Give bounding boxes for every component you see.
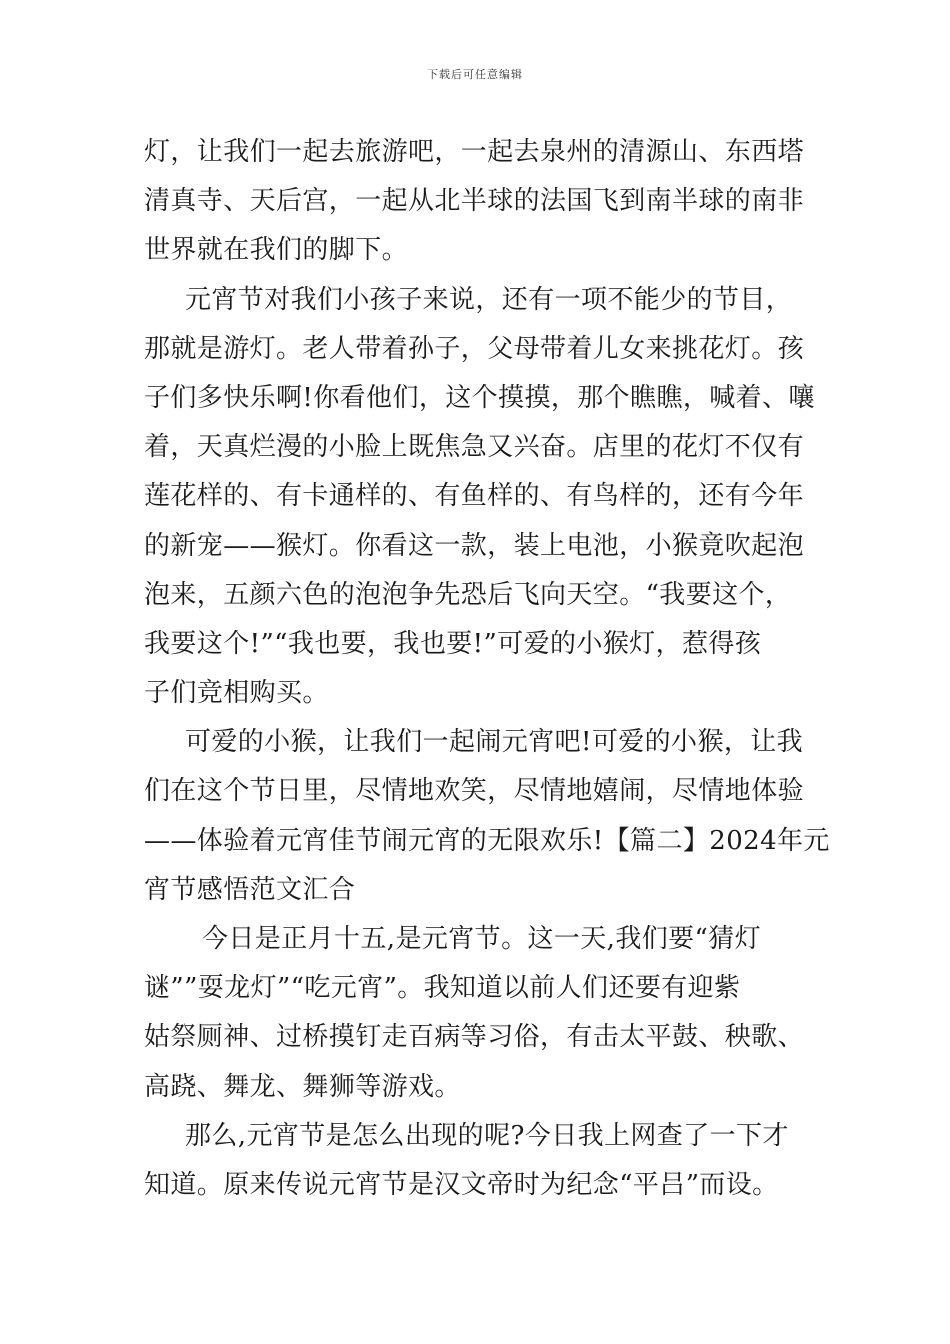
text-line: 姑祭厕神、过桥摸钉走百病等习俗，有击太平鼓、秧歌、: [144, 1022, 805, 1053]
paragraph-4: [144, 915, 808, 1112]
text-line: 子们竞相购买。: [144, 678, 329, 709]
text-line: 灯，让我们一起去旅游吧，一起去泉州的清源山、东西塔: [144, 137, 805, 167]
text-line: 泡来，五颜六色的泡泡争先恐后飞向天空。“我要这个，: [144, 579, 792, 610]
text-line: 子们多快乐啊!你看他们，这个摸摸，那个瞧瞧，喊着、嚷: [144, 382, 815, 413]
text-line: 宵节感悟范文汇合: [144, 874, 356, 905]
text-line: 的新宠——猴灯。你看这一款，装上电池，小猴竟吹起泡: [144, 530, 805, 561]
text-line: 今日是正月十五,是元宵节。这一天,我们要“猜灯: [202, 924, 762, 954]
text-line: 可爱的小猴，让我们一起闹元宵吧!可爱的小猴，让我: [185, 727, 804, 758]
text-line: 谜””耍龙灯”“吃元宵”。我知道以前人们还要有迎紫: [144, 973, 741, 1004]
text-line: ——体验着元宵佳节闹元宵的无限欢乐!【篇二】2024年元: [144, 825, 830, 856]
text-line: 那就是游灯。老人带着孙子，父母带着儿女来挑花灯。孩: [144, 333, 805, 364]
text-line: 知道。原来传说元宵节是汉文帝时为纪念“平吕”而设。: [144, 1169, 779, 1200]
paragraph-5: [144, 1112, 808, 1210]
paragraph-2: [144, 276, 815, 719]
text-line: 着，天真烂漫的小脸上既焦急又兴奋。店里的花灯不仅有: [144, 432, 805, 463]
text-line: 高跷、舞龙、舞狮等游戏。: [144, 1071, 461, 1102]
text-line: 世界就在我们的脚下。: [144, 235, 409, 266]
text-line: 莲花样的、有卡通样的、有鱼样的、有鸟样的，还有今年: [144, 481, 805, 512]
text-line: 元宵节对我们小孩子来说，还有一项不能少的节目，: [185, 284, 793, 315]
document-body: [144, 128, 830, 1210]
paragraph-1: [144, 128, 808, 276]
paragraph-3: [144, 718, 830, 915]
text-line: 们在这个节日里，尽情地欢笑，尽情地嬉闹，尽情地体验: [144, 776, 805, 807]
text-line: 清真寺、天后宫，一起从北半球的法国飞到南半球的南非: [144, 186, 805, 217]
page-header: 下载后可任意编辑: [427, 68, 523, 81]
text-line: 那么,元宵节是怎么出现的呢?今日我上网查了一下才: [185, 1120, 789, 1151]
text-line: 我要这个!”“我也要，我也要!”可爱的小猴灯，惹得孩: [144, 628, 762, 659]
